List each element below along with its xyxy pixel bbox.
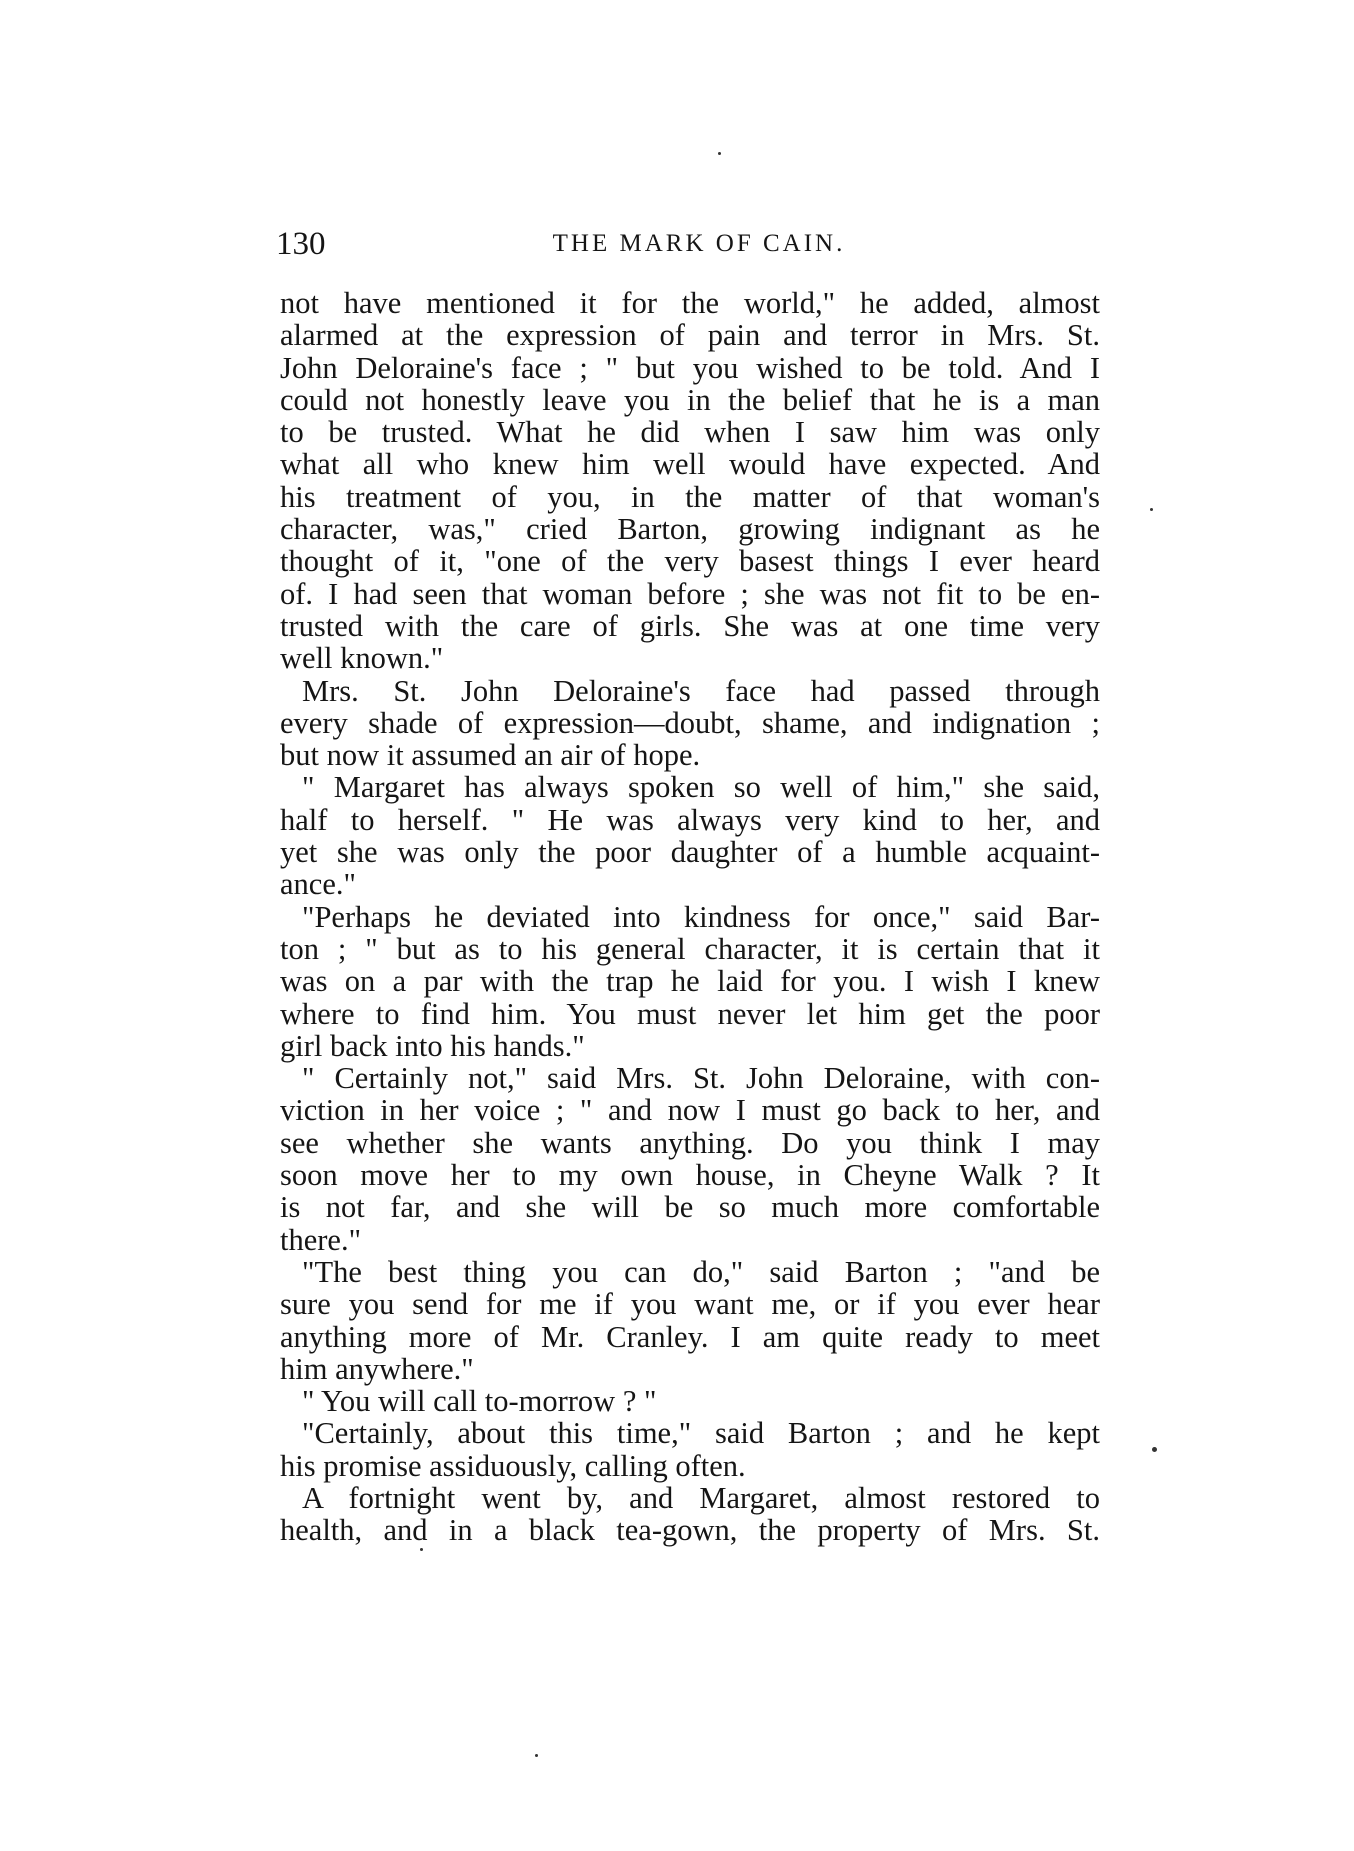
speck-mark: [535, 1754, 538, 1757]
text-line: ton ; " but as to his general character, it is certain that it: [280, 931, 1100, 966]
text-line: not have mentioned it for the world," he added, almost: [280, 286, 1100, 320]
text-line: him anywhere.": [280, 1351, 474, 1386]
text-line: is not far, and she will be so much more comfortable: [280, 1190, 1100, 1225]
text-line: well known.": [280, 641, 444, 676]
text-line: Mrs. St. John Deloraine's face had passed through: [302, 673, 1100, 708]
running-title: THE MARK OF CAIN.: [552, 230, 846, 257]
text-line: anything more of Mr. Cranley. I am quite ready to meet: [280, 1319, 1100, 1354]
speck-mark: [1150, 508, 1153, 511]
page-header: [276, 224, 1102, 264]
text-line: half to herself. " He was always very kind to her, and: [280, 802, 1100, 837]
text-line: girl back into his hands.": [280, 1028, 585, 1063]
text-line: character, was," cried Barton, growing indignant as he: [280, 512, 1100, 547]
speck-mark: [1152, 1447, 1157, 1452]
text-line: his treatment of you, in the matter of that woman's: [280, 479, 1100, 514]
text-line: viction in her voice ; " and now I must go back to her, and: [280, 1093, 1100, 1128]
page-number: 130: [276, 226, 326, 262]
text-line: ance.": [280, 867, 356, 902]
text-line: could not honestly leave you in the belief that he is a man: [280, 382, 1100, 417]
body-text: [280, 287, 1100, 1547]
text-line: alarmed at the expression of pain and terror in Mrs. St.: [280, 318, 1100, 353]
text-line: was on a par with the trap he laid for you. I wish I knew: [280, 964, 1100, 999]
text-line: A fortnight went by, and Margaret, almost restored to: [302, 1480, 1100, 1515]
text-line: "Certainly, about this time," said Barton ; and he kept: [302, 1416, 1100, 1451]
text-line: every shade of expression—doubt, shame, and indignation ;: [280, 705, 1100, 740]
text-line: trusted with the care of girls. She was at one time very: [280, 608, 1100, 643]
text-line: "The best thing you can do," said Barton ; "and be: [302, 1254, 1100, 1289]
text-line: thought of it, "one of the very basest things I ever heard: [280, 544, 1100, 579]
text-line: see whether she wants anything. Do you think I may: [280, 1125, 1100, 1160]
text-line: but now it assumed an air of hope.: [280, 738, 701, 773]
text-line: John Deloraine's face ; " but you wished to be told. And I: [280, 350, 1100, 385]
text-line: there.": [280, 1222, 362, 1257]
text-line: " You will call to-morrow ? ": [302, 1384, 657, 1419]
text-line: his promise assiduously, calling often.: [280, 1448, 746, 1483]
text-line: to be trusted. What he did when I saw him was only: [280, 415, 1100, 450]
text-line: " Certainly not," said Mrs. St. John Deloraine, with con-: [302, 1061, 1100, 1096]
text-line: soon move her to my own house, in Cheyne Walk ? It: [280, 1158, 1100, 1193]
text-line: of. I had seen that woman before ; she was not fit to be en-: [280, 576, 1100, 611]
speck-mark: [420, 1548, 423, 1551]
text-line: yet she was only the poor daughter of a humble acquaint-: [280, 835, 1100, 870]
text-line: what all who knew him well would have expected. And: [280, 447, 1100, 482]
text-line: " Margaret has always spoken so well of him," she said,: [302, 770, 1100, 805]
speck-mark: [718, 152, 721, 155]
text-line: where to find him. You must never let him get the poor: [280, 996, 1100, 1031]
text-line: health, and in a black tea-gown, the property of Mrs. St.: [280, 1513, 1100, 1548]
text-line: "Perhaps he deviated into kindness for once," said Bar-: [302, 899, 1100, 934]
text-line: sure you send for me if you want me, or if you ever hear: [280, 1287, 1100, 1322]
